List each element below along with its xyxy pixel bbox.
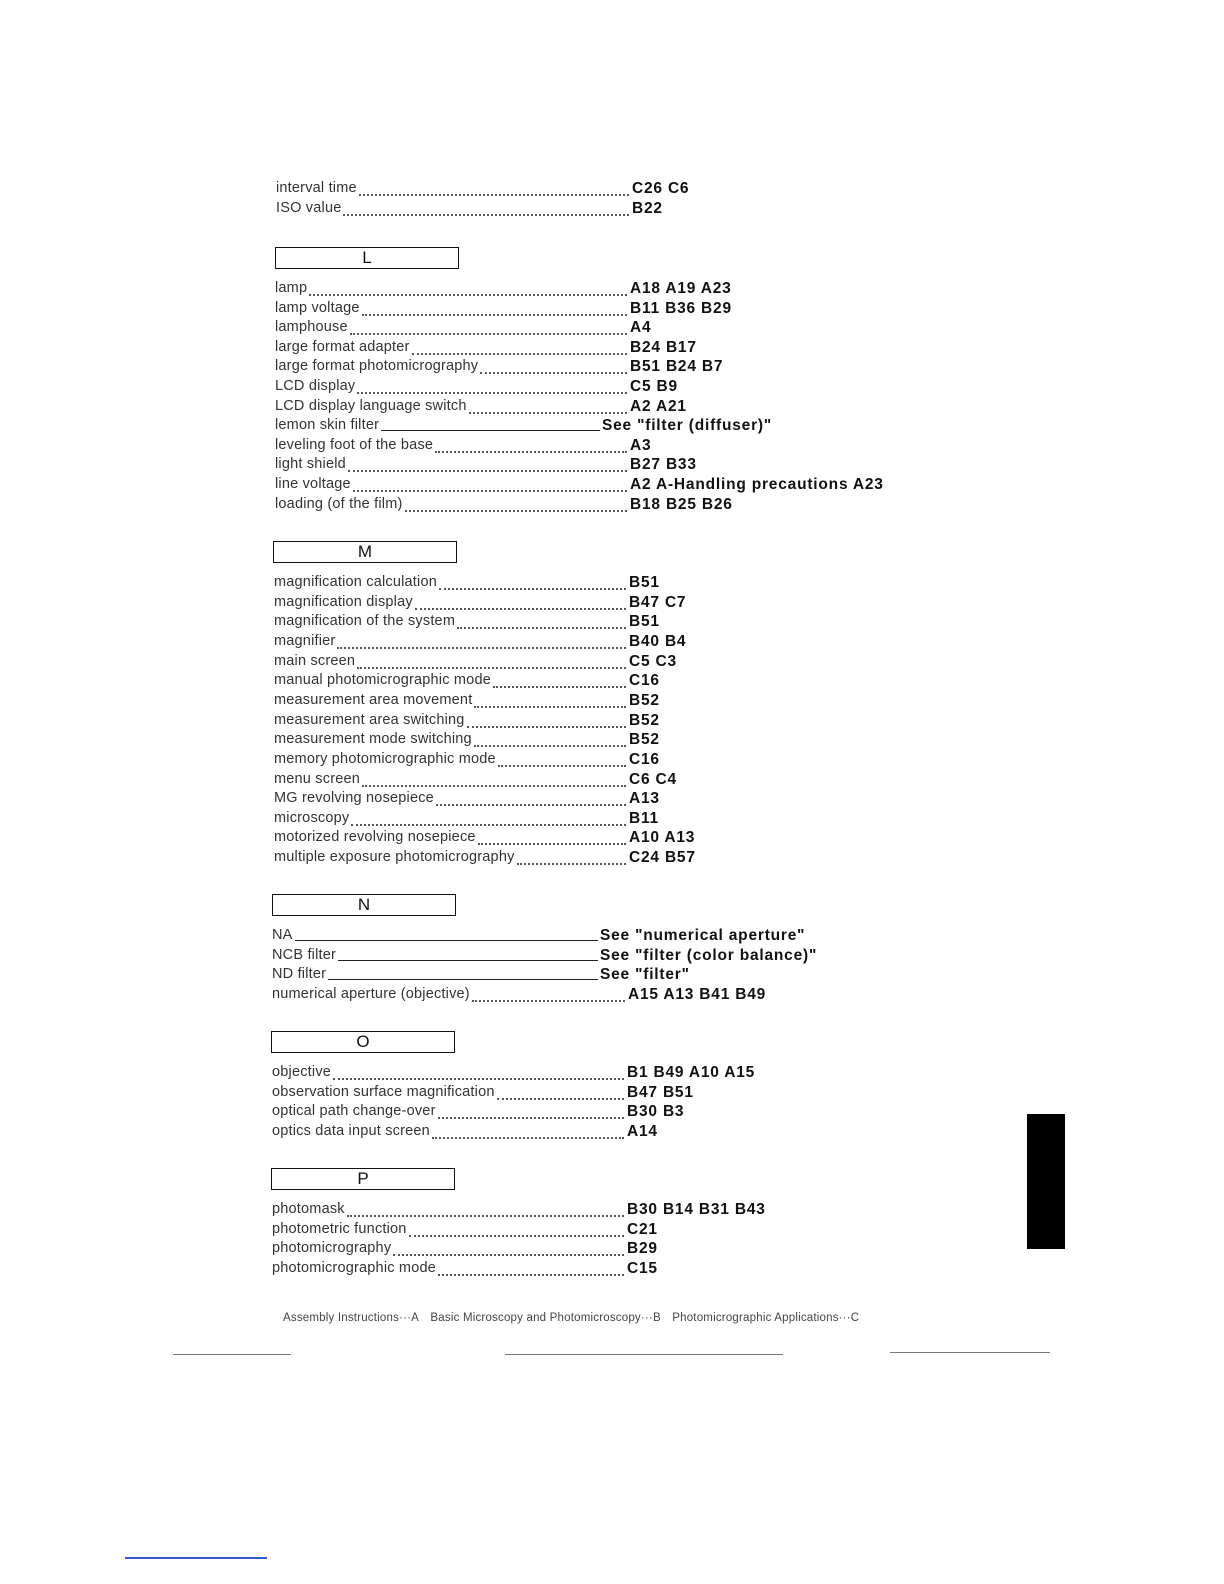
index-entry	[274, 672, 1150, 692]
leader-dots	[333, 1058, 624, 1080]
index-entry	[272, 966, 1150, 986]
index-page-refs: A2 A-Handling precautions A23	[630, 476, 884, 493]
index-entry	[272, 1084, 1150, 1104]
index-page-refs: B29	[627, 1240, 658, 1257]
index-page-refs: B18 B25 B26	[630, 496, 733, 513]
index-term: photomicrography	[272, 1240, 392, 1256]
index-term: line voltage	[275, 476, 351, 492]
index-term: memory photomicrographic mode	[274, 751, 496, 767]
footer-legend	[283, 1312, 867, 1324]
scan-artifact-line	[505, 1354, 783, 1355]
index-entry	[274, 849, 1150, 869]
index-term: main screen	[274, 653, 356, 669]
footer-part-c: Photomicrographic Applications···C	[672, 1312, 860, 1324]
footer-part-a: Assembly Instructions···A	[283, 1312, 420, 1324]
index-term: magnification of the system	[274, 613, 456, 629]
index-term: LCD display language switch	[275, 398, 467, 414]
leader-dots	[472, 980, 625, 1002]
index-term: objective	[272, 1064, 332, 1080]
index-term: LCD display	[275, 378, 356, 394]
index-term: photomask	[272, 1201, 345, 1217]
index-page-refs: A10 A13	[629, 829, 696, 846]
index-entry	[272, 1123, 1150, 1143]
index-entry	[275, 319, 1150, 339]
index-term: leveling foot of the base	[275, 437, 434, 453]
index-page-refs: C24 B57	[629, 849, 696, 866]
index-entry	[274, 810, 1150, 830]
index-page-refs: B11 B36 B29	[630, 300, 732, 317]
index-page-refs: B40 B4	[629, 633, 687, 650]
index-page-refs: B51 B24 B7	[630, 358, 724, 375]
index-term: ND filter	[272, 966, 327, 982]
leader-dots	[343, 194, 629, 216]
index-entry	[272, 1103, 1150, 1123]
index-entry	[276, 200, 1150, 220]
index-page-refs: B52	[629, 712, 660, 729]
index-term: magnifier	[274, 633, 336, 649]
index-term: interval time	[276, 180, 357, 196]
index-page-refs: A2 A21	[630, 398, 687, 415]
index-term: measurement mode switching	[274, 731, 472, 747]
leader-line	[338, 940, 598, 961]
index-page-refs: A4	[630, 319, 652, 336]
index-page-refs: B24 B17	[630, 339, 697, 356]
index-term: measurement area switching	[274, 712, 465, 728]
section-letter-box: P	[271, 1168, 455, 1190]
index-page-refs: B27 B33	[630, 456, 697, 473]
index-term: large format photomicrography	[275, 358, 479, 374]
index-entry	[272, 1064, 1150, 1084]
index-page-refs: B30 B3	[627, 1103, 685, 1120]
index-term: photometric function	[272, 1221, 407, 1237]
leader-dots	[436, 784, 626, 806]
index-page-refs: A14	[627, 1123, 658, 1140]
leader-dots	[480, 352, 627, 374]
index-page-refs: B30 B14 B31 B43	[627, 1201, 766, 1218]
leader-line	[381, 410, 600, 431]
index-entry	[275, 496, 1150, 516]
index-term: observation surface magnification	[272, 1084, 495, 1100]
index-page-refs: B52	[629, 692, 660, 709]
leader-dots	[337, 627, 626, 649]
section-letter-box: O	[271, 1031, 455, 1053]
scan-artifact-line	[890, 1352, 1050, 1353]
index-entry	[272, 986, 1150, 1006]
section-thumb-tab	[1027, 1114, 1065, 1249]
index-page-refs: B1 B49 A10 A15	[627, 1064, 756, 1081]
section-letter-box: L	[275, 247, 459, 269]
index-entry	[274, 712, 1150, 732]
index-entry	[275, 339, 1150, 359]
leader-dots	[457, 607, 626, 629]
index-term: multiple exposure photomicrography	[274, 849, 515, 865]
index-page-refs: A15 A13 B41 B49	[628, 986, 767, 1003]
index-page-refs: C15	[627, 1260, 658, 1277]
leader-dots	[498, 745, 626, 767]
leader-line	[295, 920, 598, 941]
index-page-refs: B51	[629, 613, 660, 630]
index-page-refs: C5 C3	[629, 653, 677, 670]
leader-dots	[405, 490, 627, 512]
leader-dots	[347, 1195, 624, 1217]
index-page-refs: A18 A19 A23	[630, 280, 732, 297]
leader-dots	[478, 823, 626, 845]
index-term: optical path change-over	[272, 1103, 436, 1119]
index-term: manual photomicrographic mode	[274, 672, 491, 688]
index-entry	[274, 771, 1150, 791]
index-entry	[275, 378, 1150, 398]
index-term: motorized revolving nosepiece	[274, 829, 476, 845]
leader-dots	[474, 725, 626, 747]
leader-dots	[309, 274, 627, 296]
leader-dots	[432, 1117, 624, 1139]
index-page-refs: B51	[629, 574, 660, 591]
section-letter-box: M	[273, 541, 457, 563]
index-page-refs: See "filter (color balance)"	[600, 947, 818, 964]
index-term: light shield	[275, 456, 346, 472]
index-entry	[272, 1201, 1150, 1221]
leader-dots	[353, 470, 627, 492]
leader-dots	[393, 1234, 624, 1256]
index-term: magnification calculation	[274, 574, 437, 590]
index-page-refs: B22	[632, 200, 663, 217]
index-entry	[274, 653, 1150, 673]
index-term: menu screen	[274, 771, 361, 787]
index-page-refs: B47 B51	[627, 1084, 694, 1101]
scan-artifact-line	[173, 1354, 291, 1355]
index-page-refs: B52	[629, 731, 660, 748]
leader-dots	[517, 843, 626, 865]
index-term: microscopy	[274, 810, 350, 826]
leader-dots	[493, 666, 626, 688]
section-letter-box: N	[272, 894, 456, 916]
index-entry	[274, 692, 1150, 712]
index-page-refs: C5 B9	[630, 378, 678, 395]
index-term: lamp	[275, 280, 308, 296]
index-term: numerical aperture (objective)	[272, 986, 470, 1002]
index-page-refs: C21	[627, 1221, 658, 1238]
index-entry	[274, 594, 1150, 614]
index-term: NA	[272, 927, 293, 943]
index-page-refs: See "numerical aperture"	[600, 927, 806, 944]
index-entry	[272, 1240, 1150, 1260]
footer-part-b: Basic Microscopy and Photomicroscopy···B	[430, 1312, 661, 1324]
index-page-refs: B11	[629, 810, 659, 827]
index-term: photomicrographic mode	[272, 1260, 436, 1276]
index-term: MG revolving nosepiece	[274, 790, 434, 806]
index-entry	[272, 1260, 1150, 1280]
index-term: lamphouse	[275, 319, 348, 335]
index-entry	[275, 417, 1150, 437]
leader-dots	[438, 1097, 624, 1119]
index-term: measurement area movement	[274, 692, 473, 708]
index-page-refs: C16	[629, 751, 660, 768]
leader-dots	[350, 313, 627, 335]
bottom-underline	[125, 1557, 267, 1559]
index-term: lemon skin filter	[275, 417, 380, 433]
index-page-refs: A3	[630, 437, 652, 454]
leader-line	[328, 959, 598, 980]
index-page-refs: C6 C4	[629, 771, 677, 788]
index-entry	[274, 731, 1150, 751]
index-entry	[274, 829, 1150, 849]
leader-dots	[348, 450, 627, 472]
index-term: large format adapter	[275, 339, 410, 355]
index-page-refs: B47 C7	[629, 594, 687, 611]
index-page-refs: See "filter (diffuser)"	[602, 417, 773, 434]
index-term: loading (of the film)	[275, 496, 403, 512]
index-page-refs: C16	[629, 672, 660, 689]
index-term: magnification display	[274, 594, 413, 610]
index-term: NCB filter	[272, 947, 337, 963]
leader-dots	[439, 568, 626, 590]
index-page-refs: A13	[629, 790, 660, 807]
index-entry	[274, 574, 1150, 594]
index-term: ISO value	[276, 200, 342, 216]
leader-dots	[474, 686, 626, 708]
leader-dots	[359, 174, 629, 196]
index-page-refs: See "filter"	[600, 966, 690, 983]
leader-dots	[357, 372, 627, 394]
index-page-refs: C26 C6	[632, 180, 690, 197]
index-term: optics data input screen	[272, 1123, 430, 1139]
index-term: lamp voltage	[275, 300, 360, 316]
leader-dots	[438, 1254, 624, 1276]
